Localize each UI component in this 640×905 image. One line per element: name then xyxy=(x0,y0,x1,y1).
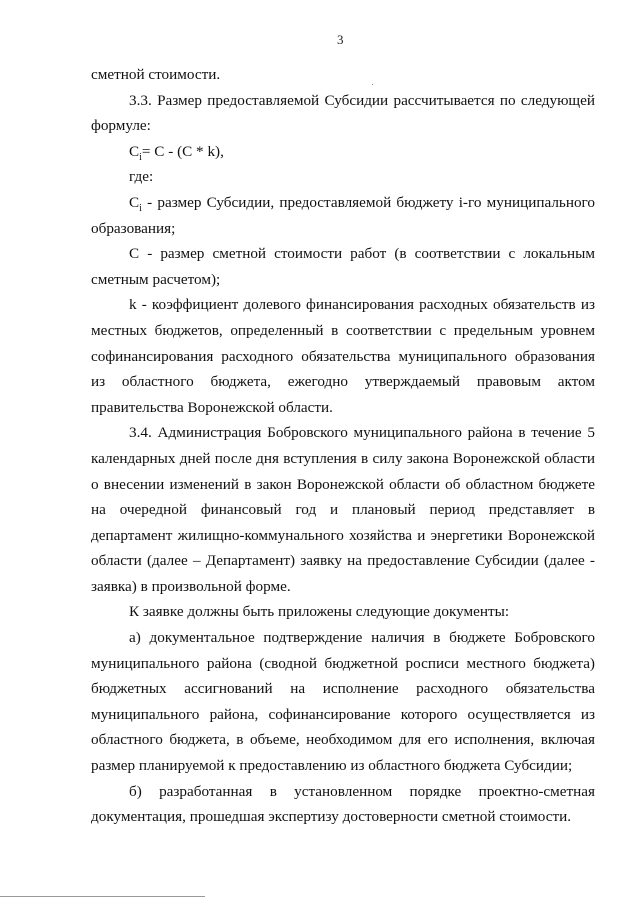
ci-definition: - размер Субсидии, предоставляемой бюджету i-го муниципального образования; xyxy=(91,193,595,237)
paragraph-3-4: 3.4. Администрация Бобровского муниципального района в течение 5 календарных дней после дня вступления в силу закона Воронежской области о внесении изменений в закон Воронежской области об областном бюджете на очередной финансовый год и плановый период представляет в департамент жилищно-коммунального хозяйства и энергетики Воронежской области (далее – Департамент) заявку на предоставление Субсидии (далее - заявка) в произвольной форме. xyxy=(91,424,595,595)
where-label: где: xyxy=(129,168,154,186)
document-item-a: а) документальное подтверждение наличия в бюджете Бобровского муниципального района (сводной бюджетной росписи местного бюджета) бюджетных ассигнований на исполнение расходного обязательства муниципального района, софинансирование которого осуществляется из областного бюджета, в объеме, необходимом для его исполнения, включая размер планируемой к предоставлению из областного бюджета Субсидии; xyxy=(91,629,595,775)
paragraph-continuation: сметной стоимости. xyxy=(91,66,221,83)
paragraph-3-3: 3.3. Размер предоставляемой Субсидии рассчитывается по следующей формуле: xyxy=(91,91,595,135)
definition-c: С - размер сметной стоимости работ (в соответствии с локальным сметным расчетом); xyxy=(91,245,595,288)
formula-lhs: C xyxy=(129,142,140,160)
definition-k: k - коэффициент долевого финансирования расходных обязательств из местных бюджетов, определенный в соответствии с предельным уровнем софинансирования расходного обязательства муниципального образования из областного бюджета, ежегодно утверждаемый правовым актом правительства Воронежской области. xyxy=(91,296,595,416)
ci-letter: C xyxy=(129,193,140,211)
formula-rhs: = C - (C * k), xyxy=(141,142,224,160)
definition-ci xyxy=(91,190,595,241)
document-body xyxy=(91,62,595,830)
ci-subscript: i xyxy=(139,203,142,214)
formula-subscript: i xyxy=(139,151,142,163)
document-item-b: б) разработанная в установленном порядке проектно-сметная документация, прошедшая экспертизу достоверности сметной стоимости. xyxy=(91,782,595,826)
bottom-divider xyxy=(0,896,205,897)
page-number: 3 xyxy=(337,32,344,47)
documents-intro: К заявке должны быть приложены следующие документы: xyxy=(129,603,510,621)
formula xyxy=(91,139,595,165)
